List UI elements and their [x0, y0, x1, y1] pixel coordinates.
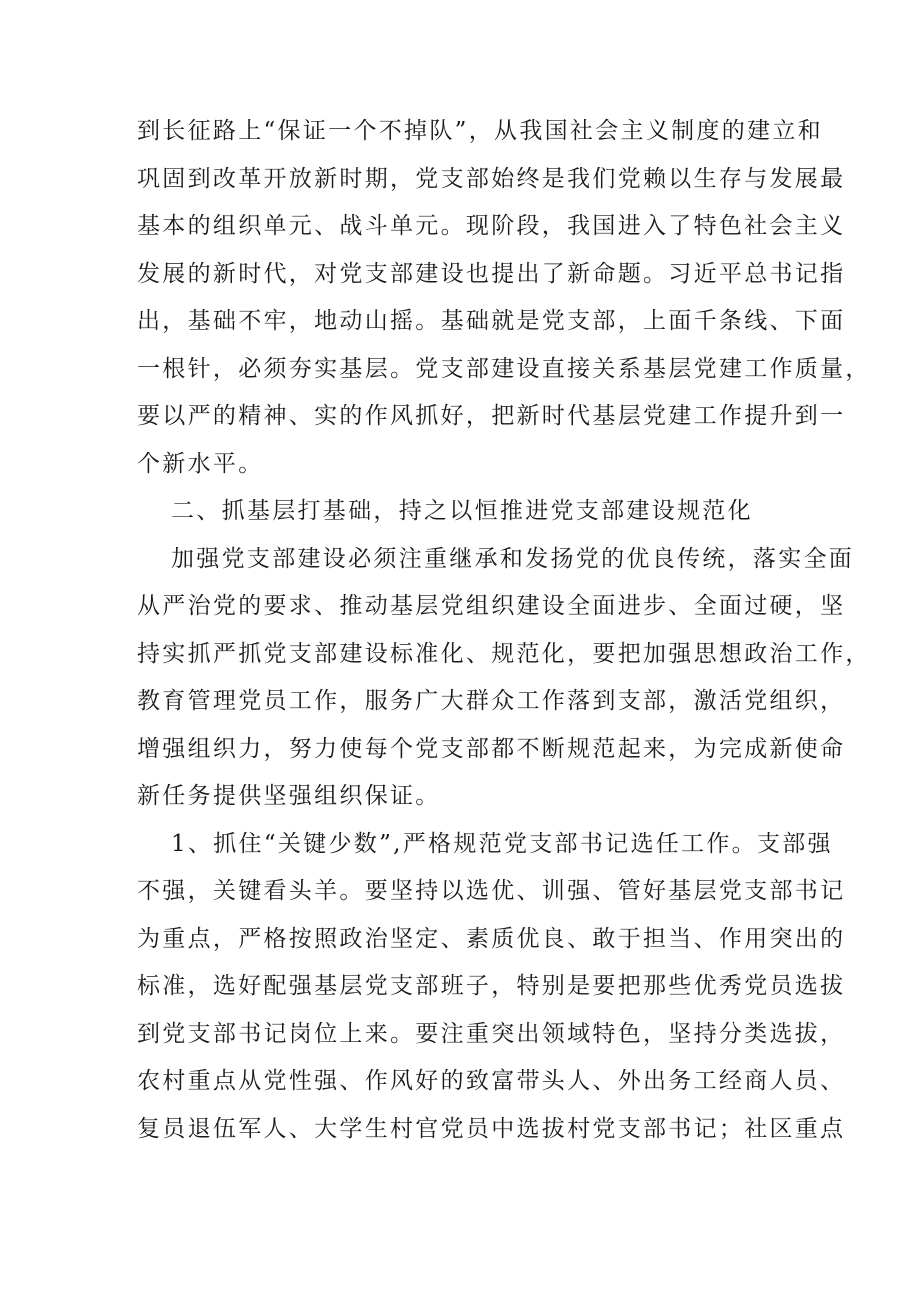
body-line: 个新水平。 — [137, 450, 264, 477]
body-line: 为重点，严格按照政治坚定、素质优良、敢于担当、作用突出的 — [137, 925, 846, 952]
body-line: 增强组织力，努力使每个党支部都不断规范起来，为完成新使命 — [137, 735, 846, 762]
body-line: 巩固到改革开放新时期，党支部始终是我们党赖以生存与发展最 — [137, 165, 846, 192]
body-line: 一根针，必须夯实基层。党支部建设直接关系基层党建工作质量， — [137, 355, 871, 382]
body-line: 持实抓严抓党支部建设标准化、规范化，要把加强思想政治工作， — [137, 640, 871, 667]
body-line: 新任务提供坚强组织保证。 — [137, 783, 441, 809]
body-line: 标准，选好配强基层党支部班子，特别是要把那些优秀党员选拔 — [137, 973, 846, 999]
body-line: 基本的组织单元、战斗单元。现阶段，我国进入了特色社会主义 — [137, 213, 846, 239]
section-heading: 二、抓基层打基础，持之以恒推进党支部建设规范化 — [171, 498, 753, 524]
body-line: 到党支部书记岗位上来。要注重突出领域特色，坚持分类选拔， — [137, 1020, 846, 1047]
body-line: 要以严的精神、实的作风抓好，把新时代基层党建工作提升到一 — [137, 403, 846, 429]
body-line: 到长征路上“保证一个不掉队”，从我国社会主义制度的建立和 — [137, 118, 823, 144]
body-line: 出，基础不牢，地动山摇。基础就是党支部，上面千条线、下面 — [137, 308, 846, 334]
body-line: 不强，关键看头羊。要坚持以选优、训强、管好基层党支部书记 — [137, 878, 846, 904]
subsection-line: 1、抓住“关键少数”,严格规范党支部书记选任工作。支部强 — [171, 830, 833, 857]
body-line: 复员退伍军人、大学生村官党员中选拔村党支部书记；社区重点 — [137, 1115, 846, 1142]
body-line: 农村重点从党性强、作风好的致富带头人、外出务工经商人员、 — [137, 1068, 846, 1094]
body-line: 加强党支部建设必须注重继承和发扬党的优良传统，落实全面 — [171, 545, 855, 572]
body-line: 发展的新时代，对党支部建设也提出了新命题。习近平总书记指 — [137, 260, 846, 287]
body-line: 教育管理党员工作，服务广大群众工作落到支部，激活党组织， — [137, 688, 846, 714]
body-line: 从严治党的要求、推动基层党组织建设全面进步、全面过硬，坚 — [137, 593, 846, 619]
document-body — [137, 108, 871, 1153]
